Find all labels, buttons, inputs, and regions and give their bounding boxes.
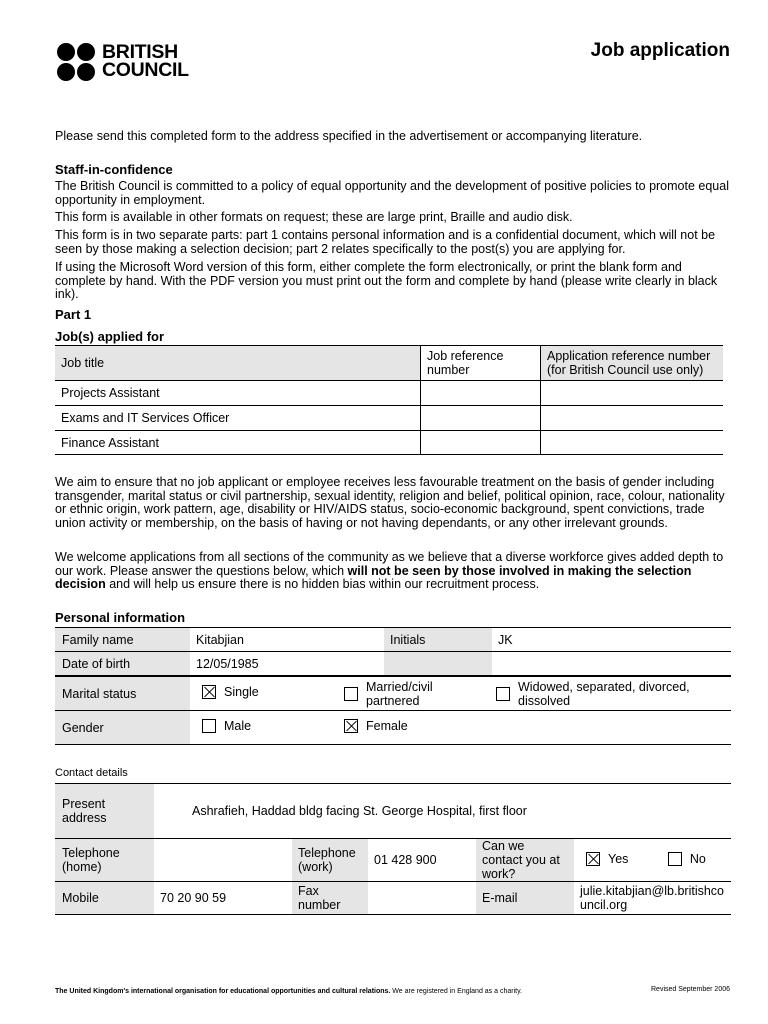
- job-title-cell: Exams and IT Services Officer: [55, 406, 421, 431]
- col-job-ref: Job reference number: [421, 346, 541, 381]
- fax-label: Fax number: [292, 882, 368, 915]
- tel-home-value[interactable]: [154, 839, 292, 882]
- personal-info-table: [55, 627, 731, 676]
- app-ref-cell[interactable]: [541, 406, 724, 431]
- col-job-title: Job title: [55, 346, 421, 381]
- family-name-label: Family name: [55, 628, 190, 652]
- personal-heading: Personal information: [55, 610, 186, 625]
- logo-text: BRITISH COUNCIL: [102, 41, 189, 81]
- staff-paragraph-2: This form is available in other formats on request; these are large print, Braille and audio disk.: [55, 210, 573, 224]
- staff-heading: Staff-in-confidence: [55, 162, 173, 177]
- checkbox-icon[interactable]: [496, 687, 510, 701]
- logo-dots-icon: [57, 43, 98, 81]
- gender-label: Gender: [55, 711, 190, 745]
- checked-checkbox-icon[interactable]: [202, 685, 216, 699]
- marital-gender-table: [55, 676, 731, 745]
- dob-empty: [492, 652, 731, 676]
- equality-paragraph-1: We aim to ensure that no job applicant or employee receives less favourable treatment on the basis of gender including transgender, marital status or civil partnership, sexual identity, religion and belief, political opinion, race, colour, nationality or ethnic origin, work pattern, age, disability or HIV/AIDS status, socio-economic background, spent convictions, trade union activity or membership, on the basis of having or not having dependants, or any other irrelevant grounds.: [55, 475, 725, 530]
- table-row: [55, 406, 723, 431]
- tel-home-label: Telephone (home): [55, 839, 154, 882]
- family-name-value[interactable]: Kitabjian: [190, 628, 384, 652]
- contact-table: [55, 783, 731, 839]
- address-value[interactable]: Ashrafieh, Haddad bldg facing St. George Hospital, first floor: [154, 784, 731, 839]
- marital-label: Marital status: [55, 677, 190, 711]
- staff-paragraph-1: The British Council is committed to a policy of equal opportunity and the development of positive policies to promote equal opportunity in employment.: [55, 179, 729, 207]
- table-row: [55, 431, 723, 455]
- checked-checkbox-icon[interactable]: [344, 719, 358, 733]
- tel-work-value[interactable]: 01 428 900: [368, 839, 476, 882]
- mobile-label: Mobile: [55, 882, 154, 915]
- jobs-table: [55, 345, 723, 455]
- contact-work-label: Can we contact you at work?: [476, 839, 574, 882]
- job-title-cell: Finance Assistant: [55, 431, 421, 455]
- intro-text: Please send this completed form to the address specified in the advertisement or accompanying literature.: [55, 129, 643, 143]
- marital-widowed-option[interactable]: Widowed, separated, divorced, dissolved: [496, 680, 708, 708]
- checked-checkbox-icon[interactable]: [586, 852, 600, 866]
- email-label: E-mail: [476, 882, 574, 915]
- address-label: Present address: [55, 784, 154, 839]
- job-ref-cell[interactable]: [421, 381, 541, 406]
- contact-heading: Contact details: [55, 767, 128, 779]
- job-ref-cell[interactable]: [421, 431, 541, 455]
- staff-paragraph-3: This form is in two separate parts: part 1 contains personal information and is a confidential document, which will not be seen by those making a selection decision; part 2 relates specifically to the post(s) you are applying for.: [55, 228, 716, 256]
- footer-text: The United Kingdom's international organisation for educational opportunities and cultural relations. We are registered in England as a charity.: [55, 988, 523, 995]
- job-ref-cell[interactable]: [421, 406, 541, 431]
- gender-male-option[interactable]: Male: [202, 719, 251, 733]
- job-title-cell: Projects Assistant: [55, 381, 421, 406]
- initials-label: Initials: [384, 628, 492, 652]
- checkbox-icon[interactable]: [668, 852, 682, 866]
- equality-paragraph-2: We welcome applications from all sections of the community as we believe that a diverse workforce gives added depth to our work. Please answer the questions below, which will not be seen by those involved in making the selection decision and will help us ensure there is no hidden bias within our recruitment process.: [55, 550, 724, 591]
- initials-value[interactable]: JK: [492, 628, 731, 652]
- dob-value[interactable]: 12/05/1985: [190, 652, 384, 676]
- revised-date: Revised September 2006: [651, 986, 730, 993]
- contact-phone-table: [55, 838, 731, 915]
- staff-paragraph-4: If using the Microsoft Word version of this form, either complete the form electronically, or print the blank form and complete by hand. With the PDF version you must print out the form and complete by hand (please write clearly in black ink).: [55, 260, 718, 301]
- email-value[interactable]: julie.kitabjian@lb.britishcouncil.org: [574, 882, 731, 915]
- contact-no-option[interactable]: No: [668, 852, 706, 866]
- mobile-value[interactable]: 70 20 90 59: [154, 882, 292, 915]
- british-council-logo: [57, 43, 207, 83]
- marital-single-option[interactable]: Single: [202, 685, 259, 699]
- app-ref-cell[interactable]: [541, 431, 724, 455]
- app-ref-cell[interactable]: [541, 381, 724, 406]
- page-title: Job application: [590, 40, 730, 61]
- part1-heading: Part 1: [55, 307, 92, 322]
- fax-value[interactable]: [368, 882, 476, 915]
- col-app-ref: Application reference number (for British Council use only): [541, 346, 724, 381]
- table-row: [55, 381, 723, 406]
- marital-married-option[interactable]: Married/civil partnered: [344, 680, 456, 708]
- tel-work-label: Telephone (work): [292, 839, 368, 882]
- gender-female-option[interactable]: Female: [344, 719, 408, 733]
- contact-yes-option[interactable]: Yes: [586, 852, 628, 866]
- checkbox-icon[interactable]: [344, 687, 358, 701]
- checkbox-icon[interactable]: [202, 719, 216, 733]
- dob-spacer: [384, 652, 492, 676]
- dob-label: Date of birth: [55, 652, 190, 676]
- jobs-heading: Job(s) applied for: [55, 329, 165, 344]
